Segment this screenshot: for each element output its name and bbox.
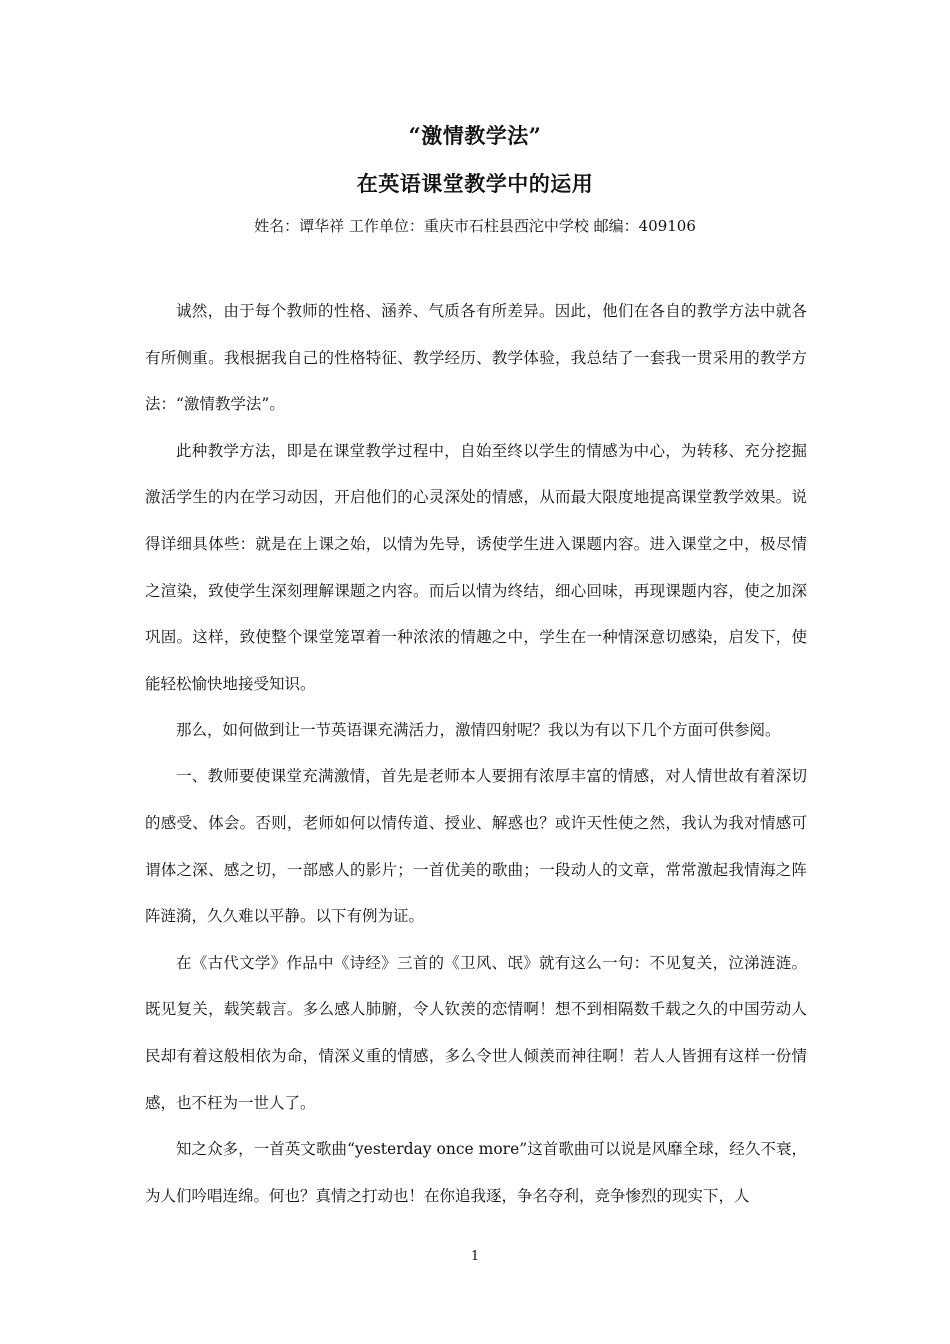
document-title: “激情教学法” [408,123,542,148]
paragraph: 诚然，由于每个教师的性格、涵养、气质各有所差异。因此，他们在各自的教学方法中就各有所侧重。我根据我自己的性格特征、教学经历、教学体验，我总结了一套我一贯采用的教学方法：“激情教学法”。 [145,302,807,414]
paragraph: 那么，如何做到让一节英语课充满活力，激情四射呢？我以为有以下几个方面可供参阅。 [176,721,781,740]
page-number: 1 [470,1249,480,1264]
paragraph: 知之众多，一首英文歌曲“yesterday once more”这首歌曲可以说是风靡全球，经久不衰，为人们吟唱连绵。何也？真情之打动也！在你追我逐，争名夺利，竞争惨烈的现实下，人 [145,1140,807,1205]
paragraph: 一、教师要使课堂充满激情，首先是老师本人要拥有浓厚丰富的情感，对人情世故有着深切的感受、体会。否则，老师如何以情传道、授业、解惑也？或许天性使之然，我认为我对情感可谓体之深、感之切，一部感人的影片；一首优美的歌曲；一段动人的文章，常常激起我情海之阵阵涟漪，久久难以平静。以下有例为证。 [145,767,807,926]
document-body [145,288,807,1219]
paragraph: 在《古代文学》作品中《诗经》三首的《卫风、氓》就有这么一句：不见复关，泣涕涟涟。既见复关，载笑载言。多么感人肺腑，令人钦羡的恋情啊！想不到相隔数千载之久的中国劳动人民却有着这般相依为命，情深义重的情感，多么令世人倾羡而神往啊！若人人皆拥有这样一份情感，也不枉为一世人了。 [145,953,807,1112]
paragraph: 此种教学方法，即是在课堂教学过程中，自始至终以学生的情感为中心，为转移、充分挖掘激活学生的内在学习动因，开启他们的心灵深处的情感，从而最大限度地提高课堂教学效果。说得详细具体些：就是在上课之始，以情为先导，诱使学生进入课题内容。进入课堂之中，极尽情之渲染，致使学生深刻理解课题之内容。而后以情为终结，细心回味，再现课题内容，使之加深巩固。这样，致使整个课堂笼罩着一种浓浓的情趣之中，学生在一种情深意切感染，启发下，使能轻松愉快地接受知识。 [145,441,807,693]
document-subtitle: 在英语课堂教学中的运用 [356,171,594,196]
author-info: 姓名：谭华祥 工作单位：重庆市石柱县西沱中学校 邮编：409106 [254,217,696,235]
